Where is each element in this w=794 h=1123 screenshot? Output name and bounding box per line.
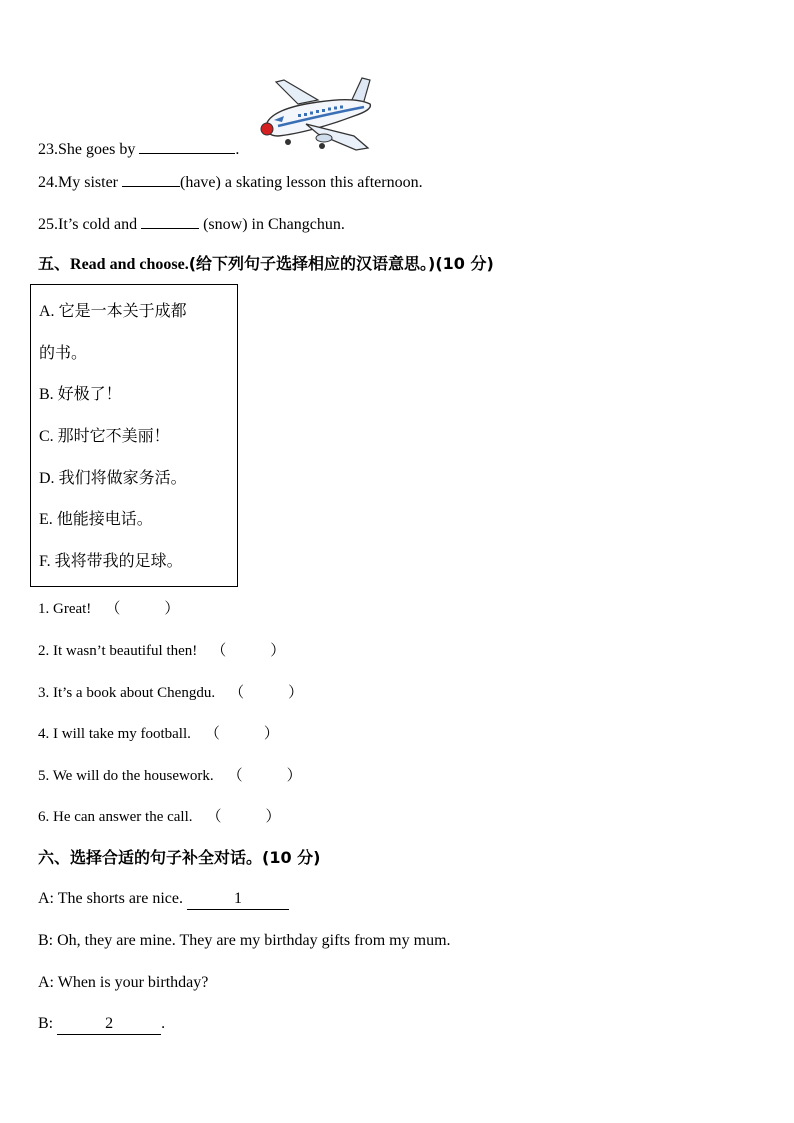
section-number: 五、 xyxy=(38,254,71,273)
option-b xyxy=(39,384,122,405)
option-label: F. xyxy=(39,553,55,570)
section-5-heading xyxy=(38,254,494,275)
match-text: 3. It’s a book about Chengdu. xyxy=(38,685,216,701)
dialogue-blank-1[interactable] xyxy=(187,889,289,910)
option-text: 好极了！ xyxy=(57,384,122,403)
dialogue-line-1 xyxy=(38,889,289,910)
match-item-1 xyxy=(38,598,179,619)
option-text: 它是一本关于成都 xyxy=(58,301,187,320)
option-text: 他能接电话。 xyxy=(56,509,153,528)
option-e xyxy=(39,509,153,530)
dialogue-text: A: When is your birthday? xyxy=(38,974,209,991)
section-title-cn: (给下列句子选择相应的汉语意思。)(10 分) xyxy=(188,254,494,273)
dialogue-text: B: xyxy=(38,1015,58,1032)
question-25 xyxy=(38,213,345,235)
answer-blank[interactable] xyxy=(139,138,235,154)
section-title-en: Read and choose. xyxy=(70,256,189,273)
option-text: 的书。 xyxy=(39,343,88,362)
dialogue-blank-2[interactable] xyxy=(57,1014,161,1035)
dialogue-end: . xyxy=(161,1015,166,1032)
question-text-end: (have) a skating lesson this afternoon. xyxy=(180,174,423,191)
section-6-heading xyxy=(38,848,320,869)
option-label: A. xyxy=(39,303,59,320)
question-number: 24. xyxy=(38,174,58,191)
match-text: 4. I will take my football. xyxy=(38,726,191,742)
option-text: 我将带我的足球。 xyxy=(54,551,183,570)
question-text: It’s cold and xyxy=(58,216,142,233)
section-title: 六、选择合适的句子补全对话。(10 分) xyxy=(38,848,321,867)
answer-paren-open: （ xyxy=(227,766,243,784)
option-f xyxy=(39,551,183,572)
answer-paren-close: ） xyxy=(263,724,279,742)
dialogue-line-3 xyxy=(38,973,208,993)
option-label: C. xyxy=(39,428,58,445)
answer-paren-open: （ xyxy=(229,683,245,701)
blank-number: 2 xyxy=(105,1015,114,1032)
option-text: 我们将做家务活。 xyxy=(58,468,187,487)
match-item-6 xyxy=(38,806,281,827)
match-item-5 xyxy=(38,765,302,786)
option-a xyxy=(39,301,187,322)
dialogue-text: A: The shorts are nice. xyxy=(38,890,187,907)
dialogue-line-4 xyxy=(38,1014,165,1035)
option-label: E. xyxy=(39,511,57,528)
answer-paren-close: ） xyxy=(270,641,286,659)
option-label: B. xyxy=(39,386,58,403)
match-text: 2. It wasn’t beautiful then! xyxy=(38,643,198,659)
question-number: 23. xyxy=(38,141,58,158)
question-23 xyxy=(38,138,239,160)
option-label: D. xyxy=(39,470,59,487)
airplane-icon xyxy=(258,74,376,154)
match-item-3 xyxy=(38,682,303,703)
question-text: My sister xyxy=(58,174,122,191)
option-a-cont xyxy=(39,343,87,364)
question-text-end: . xyxy=(235,141,240,158)
question-number: 25. xyxy=(38,216,58,233)
match-text: 1. Great! xyxy=(38,601,92,617)
option-d xyxy=(39,468,187,489)
answer-paren-close: ） xyxy=(265,807,281,825)
answer-blank[interactable] xyxy=(122,171,180,187)
match-item-4 xyxy=(38,723,279,744)
answer-paren-open: （ xyxy=(105,599,121,617)
answer-paren-open: （ xyxy=(204,724,220,742)
answer-paren-close: ） xyxy=(164,599,180,617)
answer-paren-open: （ xyxy=(206,807,222,825)
answer-blank[interactable] xyxy=(141,213,199,229)
question-text: She goes by xyxy=(58,141,140,158)
options-box xyxy=(30,284,238,587)
question-text-end: (snow) in Changchun. xyxy=(199,216,345,233)
answer-paren-open: （ xyxy=(211,641,227,659)
option-text: 那时它不美丽！ xyxy=(57,426,170,445)
match-text: 5. We will do the housework. xyxy=(38,768,214,784)
option-c xyxy=(39,426,170,447)
dialogue-text: B: Oh, they are mine. They are my birthday gifts from my mum. xyxy=(38,932,451,949)
blank-number: 1 xyxy=(234,890,242,907)
answer-paren-close: ） xyxy=(288,683,304,701)
answer-paren-close: ） xyxy=(286,766,302,784)
match-item-2 xyxy=(38,640,285,661)
dialogue-line-2 xyxy=(38,931,451,951)
question-24 xyxy=(38,171,423,193)
match-text: 6. He can answer the call. xyxy=(38,809,193,825)
